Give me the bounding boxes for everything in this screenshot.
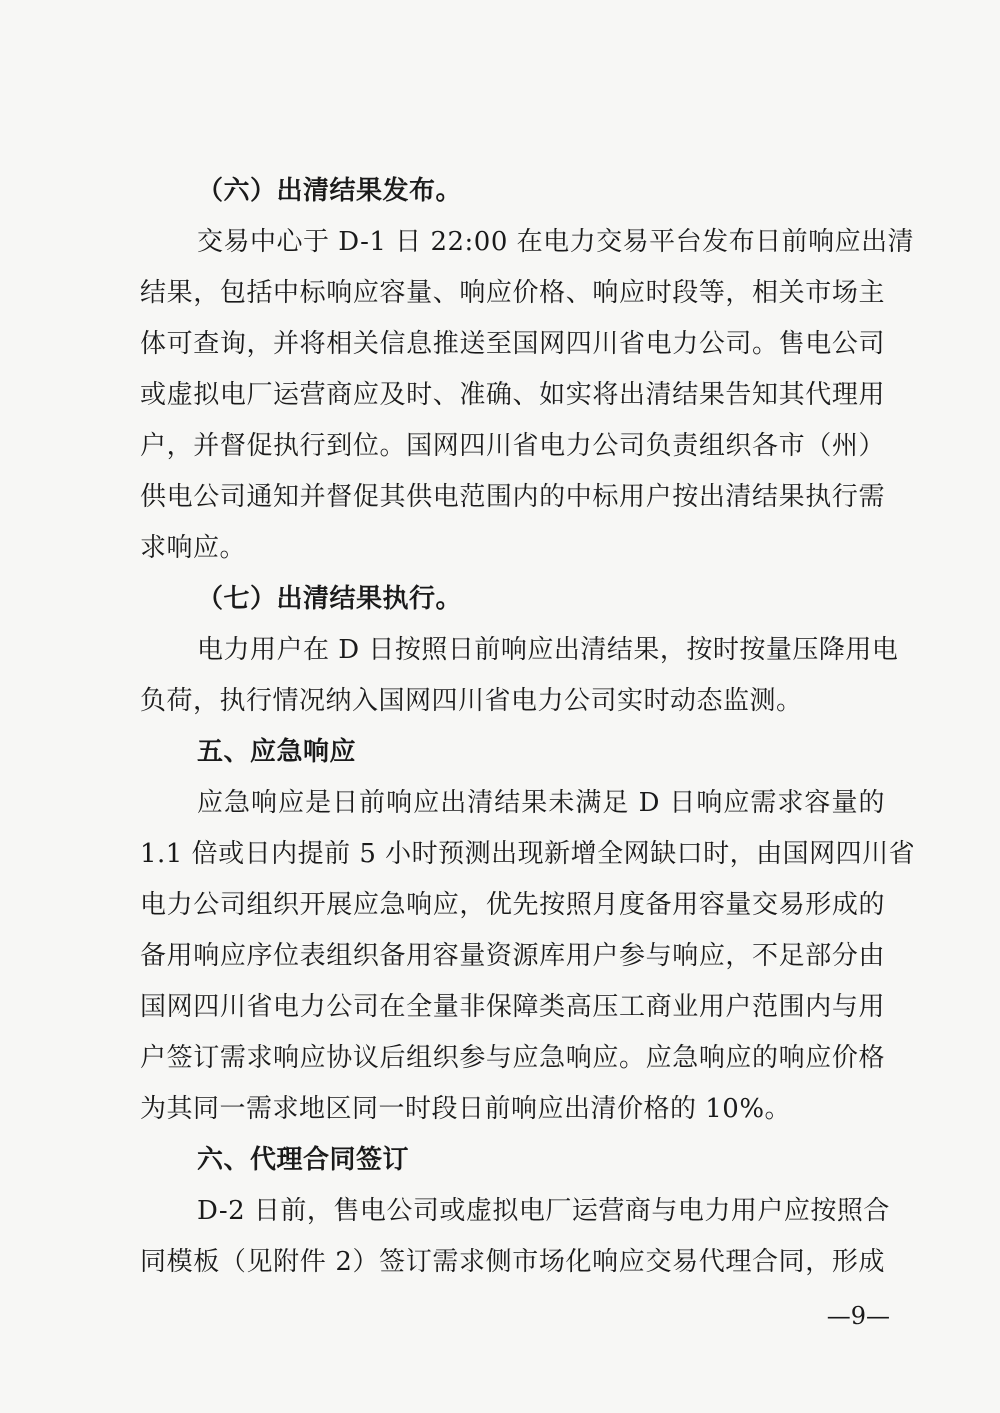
paragraph-line: 负荷，执行情况纳入国网四川省电力公司实时动态监测。 [140,686,803,716]
paragraph-line: 户，并督促执行到位。国网四川省电力公司负责组织各市（州） [140,431,885,461]
paragraph-line: 国网四川省电力公司在全量非保障类高压工商业用户范围内与用 [140,992,885,1022]
page-number: —9— [826,1302,890,1330]
paragraph-line: 为其同一需求地区同一时段日前响应出清价格的 10%。 [140,1094,792,1124]
paragraph-line: 电力公司组织开展应急响应，优先按照月度备用容量交易形成的 [140,890,885,920]
paragraph-line: 同模板（见附件 2）签订需求侧市场化响应交易代理合同，形成 [140,1247,885,1277]
paragraph-line: 求响应。 [140,533,247,563]
paragraph-line: D-2 日前，售电公司或虚拟电厂运营商与电力用户应按照合 [197,1196,890,1226]
paragraph-line: 户签订需求响应协议后组织参与应急响应。应急响应的响应价格 [140,1043,885,1073]
section-heading: （七）出清结果执行。 [197,584,463,614]
paragraph-line: 体可查询，并将相关信息推送至国网四川省电力公司。售电公司 [140,329,885,359]
part-heading: 五、应急响应 [197,737,357,767]
paragraph-line: 供电公司通知并督促其供电范围内的中标用户按出清结果执行需 [140,482,885,512]
part-heading: 六、代理合同签订 [197,1145,410,1175]
paragraph-line: 或虚拟电厂运营商应及时、准确、如实将出清结果告知其代理用 [140,380,885,410]
paragraph-line: 备用响应序位表组织备用容量资源库用户参与响应，不足部分由 [140,941,885,971]
paragraph-line: 交易中心于 D-1 日 22:00 在电力交易平台发布日前响应出清 [197,227,915,257]
paragraph-line: 结果，包括中标响应容量、响应价格、响应时段等，相关市场主 [140,278,885,308]
paragraph-line: 电力用户在 D 日按照日前响应出清结果，按时按量压降用电 [197,635,899,665]
section-heading: （六）出清结果发布。 [197,176,463,206]
paragraph-line: 应急响应是日前响应出清结果未满足 D 日响应需求容量的 [197,788,885,818]
paragraph-line: 1.1 倍或日内提前 5 小时预测出现新增全网缺口时，由国网四川省 [140,839,916,869]
